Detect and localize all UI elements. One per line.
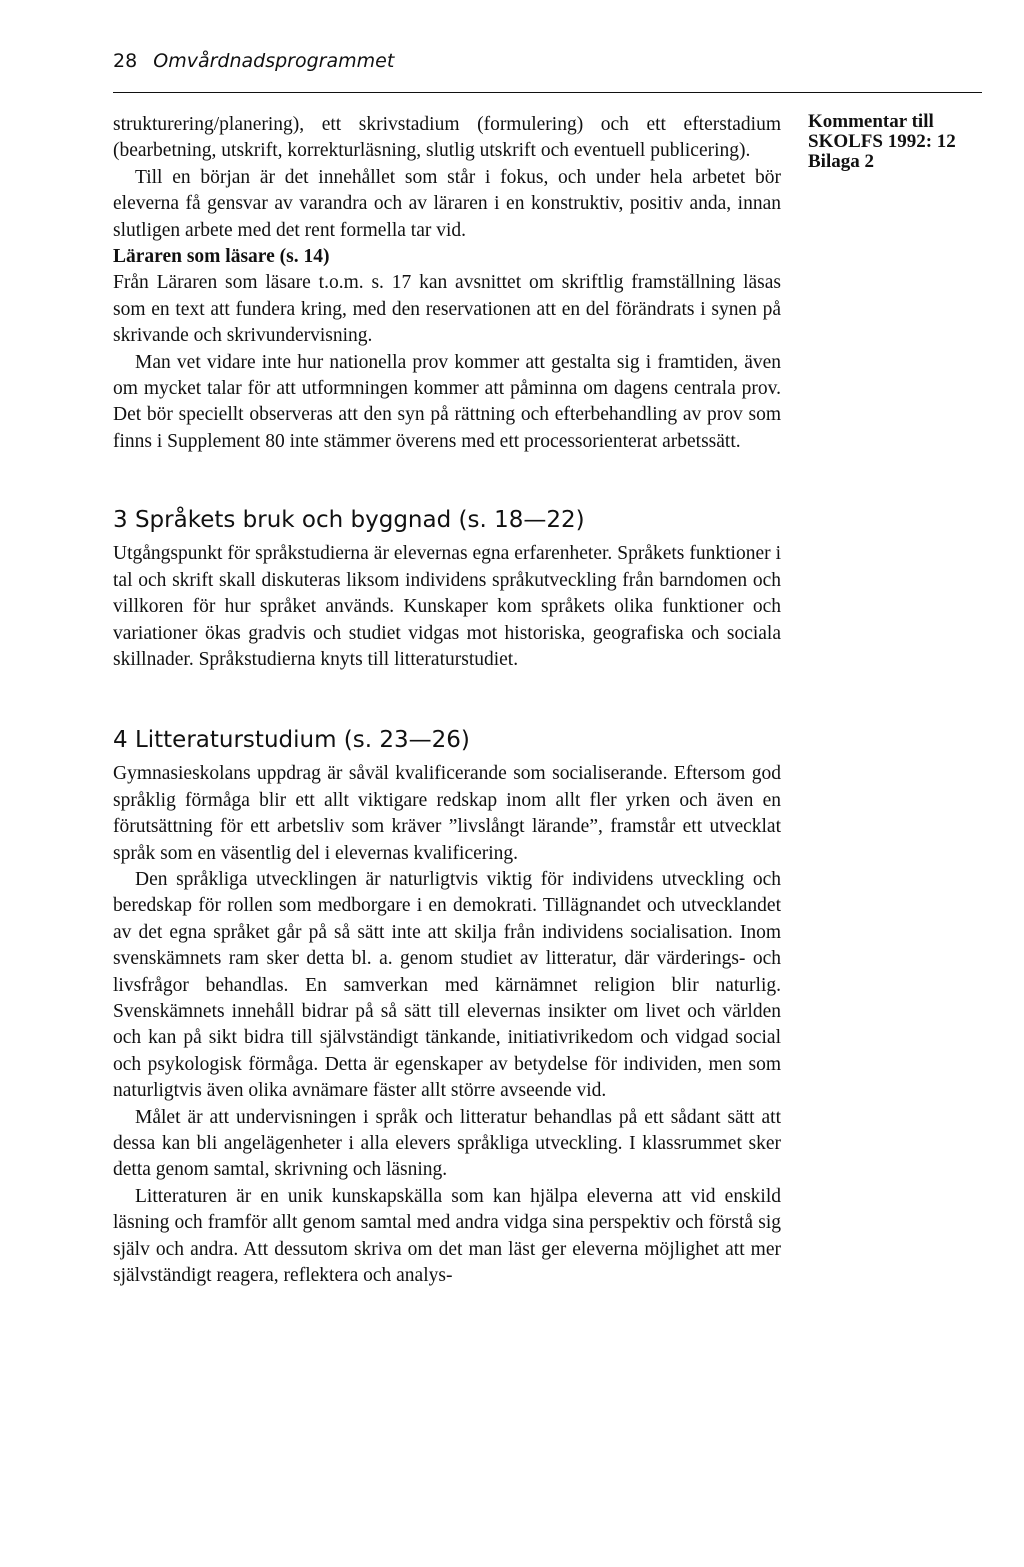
margin-note-line-1: Kommentar till: [808, 111, 934, 132]
lararen-paragraph-2: Man vet vidare inte hur nationella prov kommer att gestalta sig i framtiden, även om mycket talar för att utformningen kommer att påminna om dagens centrala prov. Det bör speciellt observeras att den syn på rättning och efterbehandling av prov som finns i Supplement 80 inte stämmer överens med ett processorienterat arbetssätt.: [113, 351, 781, 452]
section-3-paragraph-1: Utgångspunkt för språkstudierna är elevernas egna erfarenheter. Språkets funktioner i tal och skrift skall diskuteras liksom individens språkutveckling från barndomen och villkoren för hur språket används. Kunskaper kom språkets olika funktioner och variationer ökas gradvis och studiet vidgas mot historiska, geografiska och sociala skillnader. Språkstudierna knyts till litteraturstudiet.: [113, 543, 781, 670]
section-4-paragraph-4: Litteraturen är en unik kunskapskälla som kan hjälpa eleverna att vid enskild läsning och framför allt genom samtal med andra vidga sina perspektiv och förstå sig själv och andra. Att dessutom skriva om det man läst ger eleverna möjlighet att mer självständigt reagera, reflektera och analys-: [113, 1185, 781, 1287]
section-3-heading: 3 Språkets bruk och byggnad (s. 18—22): [113, 507, 585, 534]
section-4-heading: 4 Litteraturstudium (s. 23—26): [113, 727, 470, 754]
margin-note-line-2: SKOLFS 1992: 12: [808, 131, 956, 152]
section-4-paragraph-1: Gymnasieskolans uppdrag är såväl kvalificerande som socialiserande. Eftersom god språklig förmåga blir ett allt viktigare redskap inom allt fler yrken och även en förutsättning för ett arbetsliv som kräver ”livslångt lärande”, framstår ett utvecklat språk som en väsentlig del i elevernas kvalificering.: [113, 763, 781, 864]
intro-paragraph-2: Till en början är det innehållet som står i fokus, och under hela arbetet bör eleverna få gensvar av varandra och av läraren i en konstruktiv, positiv anda, innan slutligen arbete med det rent formella tar vid.: [113, 166, 781, 241]
section-4-paragraph-3: Målet är att undervisningen i språk och litteratur behandlas på ett sådant sätt att dessa kan bli angelägenheter i alla elevers språkliga utveckling. I klassrummet sker detta genom samtal, skrivning och läsning.: [113, 1106, 781, 1181]
margin-note: [808, 112, 956, 172]
lararen-paragraph-1: Från Läraren som läsare t.o.m. s. 17 kan avsnittet om skriftlig framställning läsas som en text att fundera kring, med den reservationen att en del förändrats i synen på skrivande och skrivundervisning.: [113, 272, 781, 347]
header-rule: [113, 92, 982, 93]
main-text: [113, 112, 781, 1289]
margin-note-line-3: Bilaga 2: [808, 151, 874, 172]
subheading-lararen-som-lasare: Läraren som läsare (s. 14): [113, 246, 330, 268]
intro-paragraph-1: strukturering/planering), ett skrivstadium (formulering) och ett efterstadium (bearbetning, utskrift, korrekturläsning, slutlig utskrift och eventuell publicering).: [113, 114, 781, 162]
running-header: [113, 50, 394, 72]
running-title: Omvårdnadsprogrammet: [153, 50, 395, 72]
page-number: 28: [113, 50, 138, 72]
section-4-paragraph-2: Den språkliga utvecklingen är naturligtvis viktig för individens utveckling och beredskap för rollen som medborgare i en demokrati. Tillägnandet och utvecklandet av det egna språket går på så sätt inte att skilja från individens socialisation. Inom svenskämnets ram sker detta bl. a. genom studiet av litteratur, där värderings- och livsfrågor behandlas. En samverkan med kärnämnet religion blir naturlig. Svenskämnets innehåll bidrar på så sätt till elevernas insikter om livet och världen och kan på sikt bidra till självständigt tänkande, initiativrikedom och vidgad social och psykologisk förmåga. Detta är egenskaper av betydelse för individen, men som naturligtvis även olika avnämare fäster allt större avseende vid.: [113, 868, 781, 1102]
